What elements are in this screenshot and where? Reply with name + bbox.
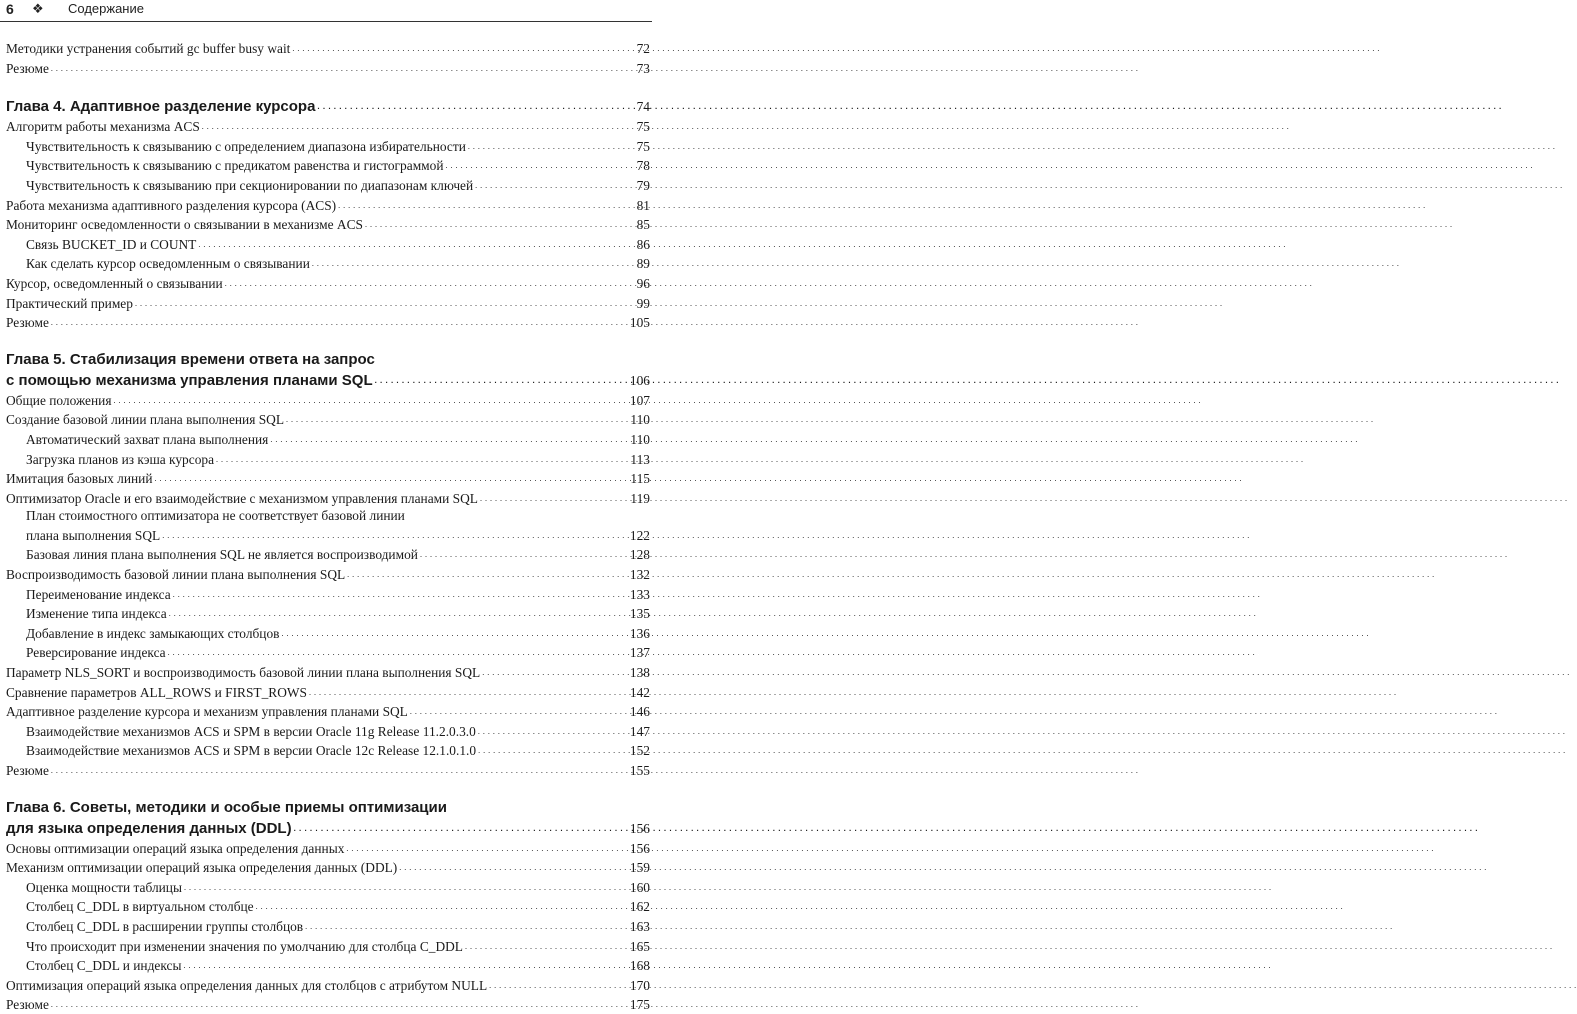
toc-page: 132: [629, 567, 650, 583]
toc-page: 85: [636, 217, 650, 233]
toc-subentry-line1: План стоимостного оптимизатора не соответствует базовой линии: [26, 508, 405, 524]
toc-subentry[interactable]: Чувствительность к связыванию при секционировании по диапазонам ключей . . . 79: [6, 175, 650, 195]
toc-page: 78: [636, 158, 650, 174]
toc-entry[interactable]: Механизм оптимизации операций языка определения данных (DDL) . . . 159: [6, 857, 650, 877]
toc-page: 81: [636, 197, 650, 213]
toc-page: 72: [636, 41, 650, 56]
toc-page: 156: [629, 840, 650, 856]
toc-subentry[interactable]: Взаимодействие механизмов ACS и SPM в версии Oracle 11g Release 11.2.0.3.0 . . . 147: [6, 721, 650, 741]
toc-entry[interactable]: Мониторинг осведомленности о связывании в механизме ACS . . . 85: [6, 214, 650, 234]
toc-subentry[interactable]: Как сделать курсор осведомленным о связывании . . . 89: [6, 253, 650, 273]
toc-entry[interactable]: Параметр NLS_SORT и воспроизводимость базовой линии плана выполнения SQL . . . 138: [6, 662, 650, 682]
toc-subentry[interactable]: Оценка мощности таблицы . . . 160: [6, 877, 650, 897]
toc-entry[interactable]: Основы оптимизации операций языка определения данных . . . 156: [6, 838, 650, 858]
toc-page: 128: [629, 547, 650, 563]
toc-entry[interactable]: Резюме . . . 155: [6, 760, 650, 780]
toc-page: 133: [629, 586, 650, 602]
toc-subentry[interactable]: Автоматический захват плана выполнения . . . 110: [6, 429, 650, 449]
toc-page: 105: [629, 315, 650, 331]
table-of-contents: [6, 38, 650, 1014]
chapter-6-heading-line1: Глава 6. Советы, методики и особые приемы оптимизации: [6, 798, 447, 816]
toc-page: 79: [636, 177, 650, 193]
toc-page: 99: [636, 295, 650, 311]
toc-subentry[interactable]: Столбец C_DDL и индексы . . . 168: [6, 955, 650, 975]
toc-page: 107: [629, 392, 650, 408]
toc-page: 135: [629, 606, 650, 622]
toc-entry[interactable]: Имитация базовых линий . . . 115: [6, 468, 650, 488]
toc-entry[interactable]: Работа механизма адаптивного разделения курсора (ACS) . . . 81: [6, 195, 650, 215]
toc-subentry[interactable]: Столбец C_DDL в расширении группы столбцов . . . 163: [6, 916, 650, 936]
toc-page: 115: [630, 471, 650, 487]
toc-page: 175: [629, 997, 650, 1013]
toc-subentry[interactable]: Изменение типа индекса . . . 135: [6, 603, 650, 623]
toc-subentry[interactable]: Взаимодействие механизмов ACS и SPM в версии Oracle 12c Release 12.1.0.1.0 . . . 152: [6, 740, 650, 760]
toc-subentry[interactable]: Переименование индекса . . . 133: [6, 584, 650, 604]
toc-page: 138: [629, 665, 650, 681]
toc-entry[interactable]: Сравнение параметров ALL_ROWS и FIRST_ROWS . . . 142: [6, 682, 650, 702]
toc-page: 96: [636, 275, 650, 291]
toc-subentry[interactable]: плана выполнения SQL . . . 122: [6, 525, 650, 545]
toc-page: 119: [630, 490, 650, 506]
toc-page: 160: [629, 879, 650, 895]
toc-page: 73: [636, 60, 650, 76]
toc-entry[interactable]: Практический пример . . . 99: [6, 293, 650, 313]
toc-subentry[interactable]: Добавление в индекс замыкающих столбцов . . . 136: [6, 623, 650, 643]
running-header: [4, 0, 648, 19]
toc-page: 168: [629, 958, 650, 974]
toc-entry[interactable]: Общие положения . . . 107: [6, 390, 650, 410]
toc-entry[interactable]: Курсор, осведомленный о связывании . . . 96: [6, 273, 650, 293]
toc-page: 110: [630, 412, 650, 428]
toc-entry[interactable]: Методики устранения событий gc buffer busy wait . . . 72: [6, 38, 650, 58]
chapter-6-heading[interactable]: для языка определения данных (DDL) . . . 156: [6, 817, 650, 838]
toc-entry[interactable]: Резюме . . . 73: [6, 58, 650, 78]
toc-page: 142: [629, 684, 650, 700]
toc-page: 86: [636, 236, 650, 252]
toc-entry[interactable]: Адаптивное разделение курсора и механизм управления планами SQL . . . 146: [6, 701, 650, 721]
toc-page: 75: [636, 138, 650, 154]
running-title: Содержание: [68, 1, 144, 16]
toc-subentry[interactable]: Чувствительность к связыванию с предикатом равенства и гистограммой . . . 78: [6, 155, 650, 175]
toc-entry[interactable]: Создание базовой линии плана выполнения SQL . . . 110: [6, 409, 650, 429]
toc-entry[interactable]: Резюме . . . 105: [6, 312, 650, 332]
toc-entry[interactable]: Резюме . . . 175: [6, 994, 650, 1014]
toc-page: 152: [629, 743, 650, 759]
toc-page: 136: [629, 625, 650, 641]
chapter-5-heading[interactable]: с помощью механизма управления планами SQL . . . 106: [6, 369, 650, 390]
ornament-icon: ❖: [32, 1, 44, 16]
toc-page: 89: [636, 256, 650, 272]
toc-page: 159: [629, 860, 650, 876]
toc-entry[interactable]: Воспроизводимость базовой линии плана выполнения SQL . . . 132: [6, 564, 650, 584]
toc-subentry[interactable]: Загрузка планов из кэша курсора . . . 113: [6, 449, 650, 469]
toc-page: 163: [629, 918, 650, 934]
toc-page: 155: [629, 763, 650, 778]
toc-subentry[interactable]: Что происходит при изменении значения по умолчанию для столбца C_DDL . . . 165: [6, 936, 650, 956]
toc-page: 113: [630, 451, 650, 467]
chapter-5-heading-line1: Глава 5. Стабилизация времени ответа на запрос: [6, 350, 375, 368]
toc-page: 106: [629, 372, 650, 388]
toc-entry[interactable]: Алгоритм работы механизма ACS . . . 75: [6, 116, 650, 136]
toc-subentry[interactable]: Чувствительность к связыванию с определением диапазона избирательности . . . 75: [6, 136, 650, 156]
page-number: 6: [6, 1, 14, 17]
toc-page: 156: [629, 820, 650, 836]
toc-page: 74: [636, 99, 650, 115]
toc-subentry[interactable]: Реверсирование индекса . . . 137: [6, 642, 650, 662]
toc-subentry[interactable]: Связь BUCKET_ID и COUNT . . . 86: [6, 234, 650, 254]
toc-page: 75: [636, 119, 650, 135]
toc-entry[interactable]: Оптимизация операций языка определения данных для столбцов с атрибутом NULL . . . 170: [6, 975, 650, 995]
header-rule: [0, 21, 652, 22]
toc-page: 146: [629, 704, 650, 720]
toc-page: 137: [629, 645, 650, 661]
toc-entry[interactable]: Оптимизатор Oracle и его взаимодействие с механизмом управления планами SQL . . . 119: [6, 488, 650, 508]
toc-page: 162: [629, 899, 650, 915]
toc-page: 147: [629, 723, 650, 739]
chapter-4-heading[interactable]: Глава 4. Адаптивное разделение курсора . . . 74: [6, 95, 650, 116]
toc-page: 110: [630, 431, 650, 447]
toc-subentry[interactable]: Базовая линия плана выполнения SQL не является воспроизводимой . . . 128: [6, 544, 650, 564]
toc-page: 165: [629, 938, 650, 954]
toc-page: 170: [629, 977, 650, 993]
toc-subentry[interactable]: Столбец C_DDL в виртуальном столбце . . . 162: [6, 896, 650, 916]
toc-page: 122: [629, 527, 650, 543]
